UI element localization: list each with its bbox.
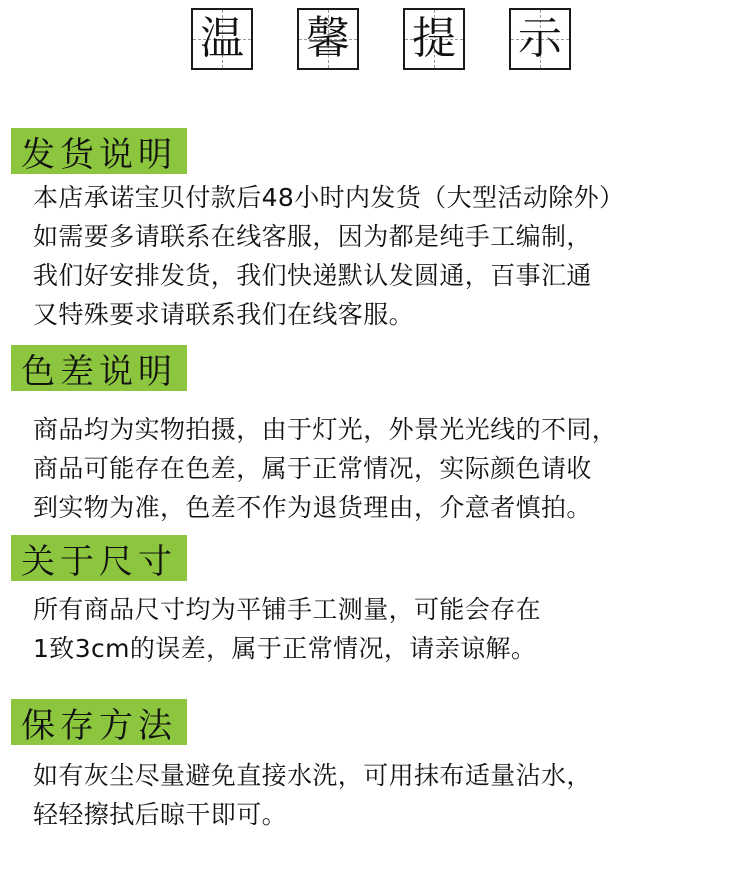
title-char: 提 (412, 13, 456, 64)
body-line: 商品均为实物拍摄，由于灯光，外景光光线的不同， (33, 415, 618, 444)
body-line: 又特殊要求请联系我们在线客服。 (33, 300, 415, 329)
body-line: 1致3cm的误差，属于正常情况，请亲谅解。 (33, 634, 537, 663)
body-line: 到实物为准，色差不作为退货理由，介意者慎拍。 (33, 493, 592, 522)
section-body-size (33, 590, 739, 668)
title-char-box (403, 8, 465, 70)
title-char-box (191, 8, 253, 70)
title-banner (0, 8, 750, 74)
title-char-box (509, 8, 571, 70)
title-char: 示 (518, 13, 562, 64)
section-heading-color-difference: 色差说明 (11, 345, 187, 391)
body-line: 如需要多请联系在线客服，因为都是纯手工编制， (33, 222, 592, 251)
title-char: 馨 (306, 13, 350, 64)
body-line: 商品可能存在色差，属于正常情况，实际颜色请收 (33, 454, 592, 483)
title-char: 温 (200, 13, 244, 64)
body-line: 如有灰尘尽量避免直接水洗，可用抹布适量沾水， (33, 761, 592, 790)
body-line: 轻轻擦拭后晾干即可。 (33, 800, 288, 829)
section-heading-size: 关于尺寸 (11, 535, 187, 581)
section-heading-shipping: 发货说明 (11, 128, 187, 174)
body-line: 所有商品尺寸均为平铺手工测量，可能会存在 (33, 595, 542, 624)
body-line: 我们好安排发货，我们快递默认发圆通，百事汇通 (33, 261, 592, 290)
section-heading-care: 保存方法 (11, 699, 187, 745)
title-char-box (297, 8, 359, 70)
section-body-shipping (33, 178, 739, 334)
body-line: 本店承诺宝贝付款后48小时内发货（大型活动除外） (33, 183, 625, 212)
section-body-color-difference (33, 410, 739, 527)
section-body-care (33, 756, 739, 834)
